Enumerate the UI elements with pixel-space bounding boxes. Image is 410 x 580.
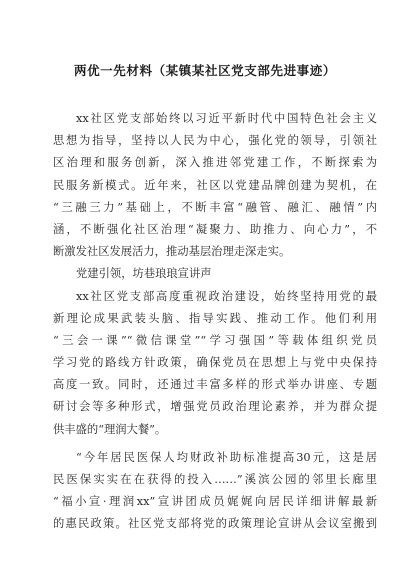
paragraph-2-line-3: “三会一课”“微信课堂”“学习强国”等载体组织党员 xyxy=(53,333,377,347)
paragraph-1-line-3: 区治理和服务创新，深入推进邻党建工作，不断探索为 xyxy=(53,156,377,170)
paragraph-3-line-3: “福小宣·理润xx”宣讲团成员娓娓向居民详细讲解最新 xyxy=(53,495,377,509)
paragraph-2-line-1: xx社区党支部高度重视政治建设，始终坚持用党的最 xyxy=(76,289,377,303)
paragraph-2-line-2: 新理论成果武装头脑、指导实践、推动工作。他们利用 xyxy=(53,311,377,325)
section-heading: 党建引领，坊巷琅琅宣讲声 xyxy=(76,267,212,281)
paragraph-1-line-5: “三融三力”基础上，不断丰富“融管、融汇、融情”内 xyxy=(53,200,377,214)
paragraph-1-line-6: 涵，不断强化社区治理“凝聚力、助推力、向心力”，不 xyxy=(53,222,377,236)
paragraph-2-line-6: 研讨会等多种形式，增强党员政治理论素养，并为群众提 xyxy=(53,400,377,414)
paragraph-3-line-1: “今年居民医保人均财政补助标准提高30元，这是居 xyxy=(76,450,377,464)
paragraph-1-line-2: 思想为指导，坚持以人民为中心，强化党的领导，引领社 xyxy=(53,134,377,148)
document-title: 两优一先材料（某镇某社区党支部先进事迹） xyxy=(73,63,336,78)
paragraph-1-line-4: 民服务新模式。近年来，社区以党建品牌创建为契机，在 xyxy=(53,178,377,192)
paragraph-3-line-2: 民医保实实在在获得的投入……”溪滨公园的邻里长廊里 xyxy=(53,473,377,486)
document-body xyxy=(53,108,377,536)
paragraph-1-line-7: 断激发社区发展活力，推动基层治理走深走实。 xyxy=(53,245,291,259)
paragraph-3-line-4: 的惠民政策。社区党支部将党的政策理论宣讲从会议室搬到 xyxy=(53,517,377,531)
paragraph-1-line-1: xx社区党支部始终以习近平新时代中国特色社会主义 xyxy=(76,112,377,125)
paragraph-2-line-7: 供丰盛的“理润大餐”。 xyxy=(53,422,167,436)
paragraph-2-line-5: 高度一致。同时，还通过丰富多样的形式举办讲座、专题 xyxy=(53,378,377,392)
paragraph-2-line-4: 学习党的路线方针政策，确保党员在思想上与党中央保持 xyxy=(53,356,377,370)
